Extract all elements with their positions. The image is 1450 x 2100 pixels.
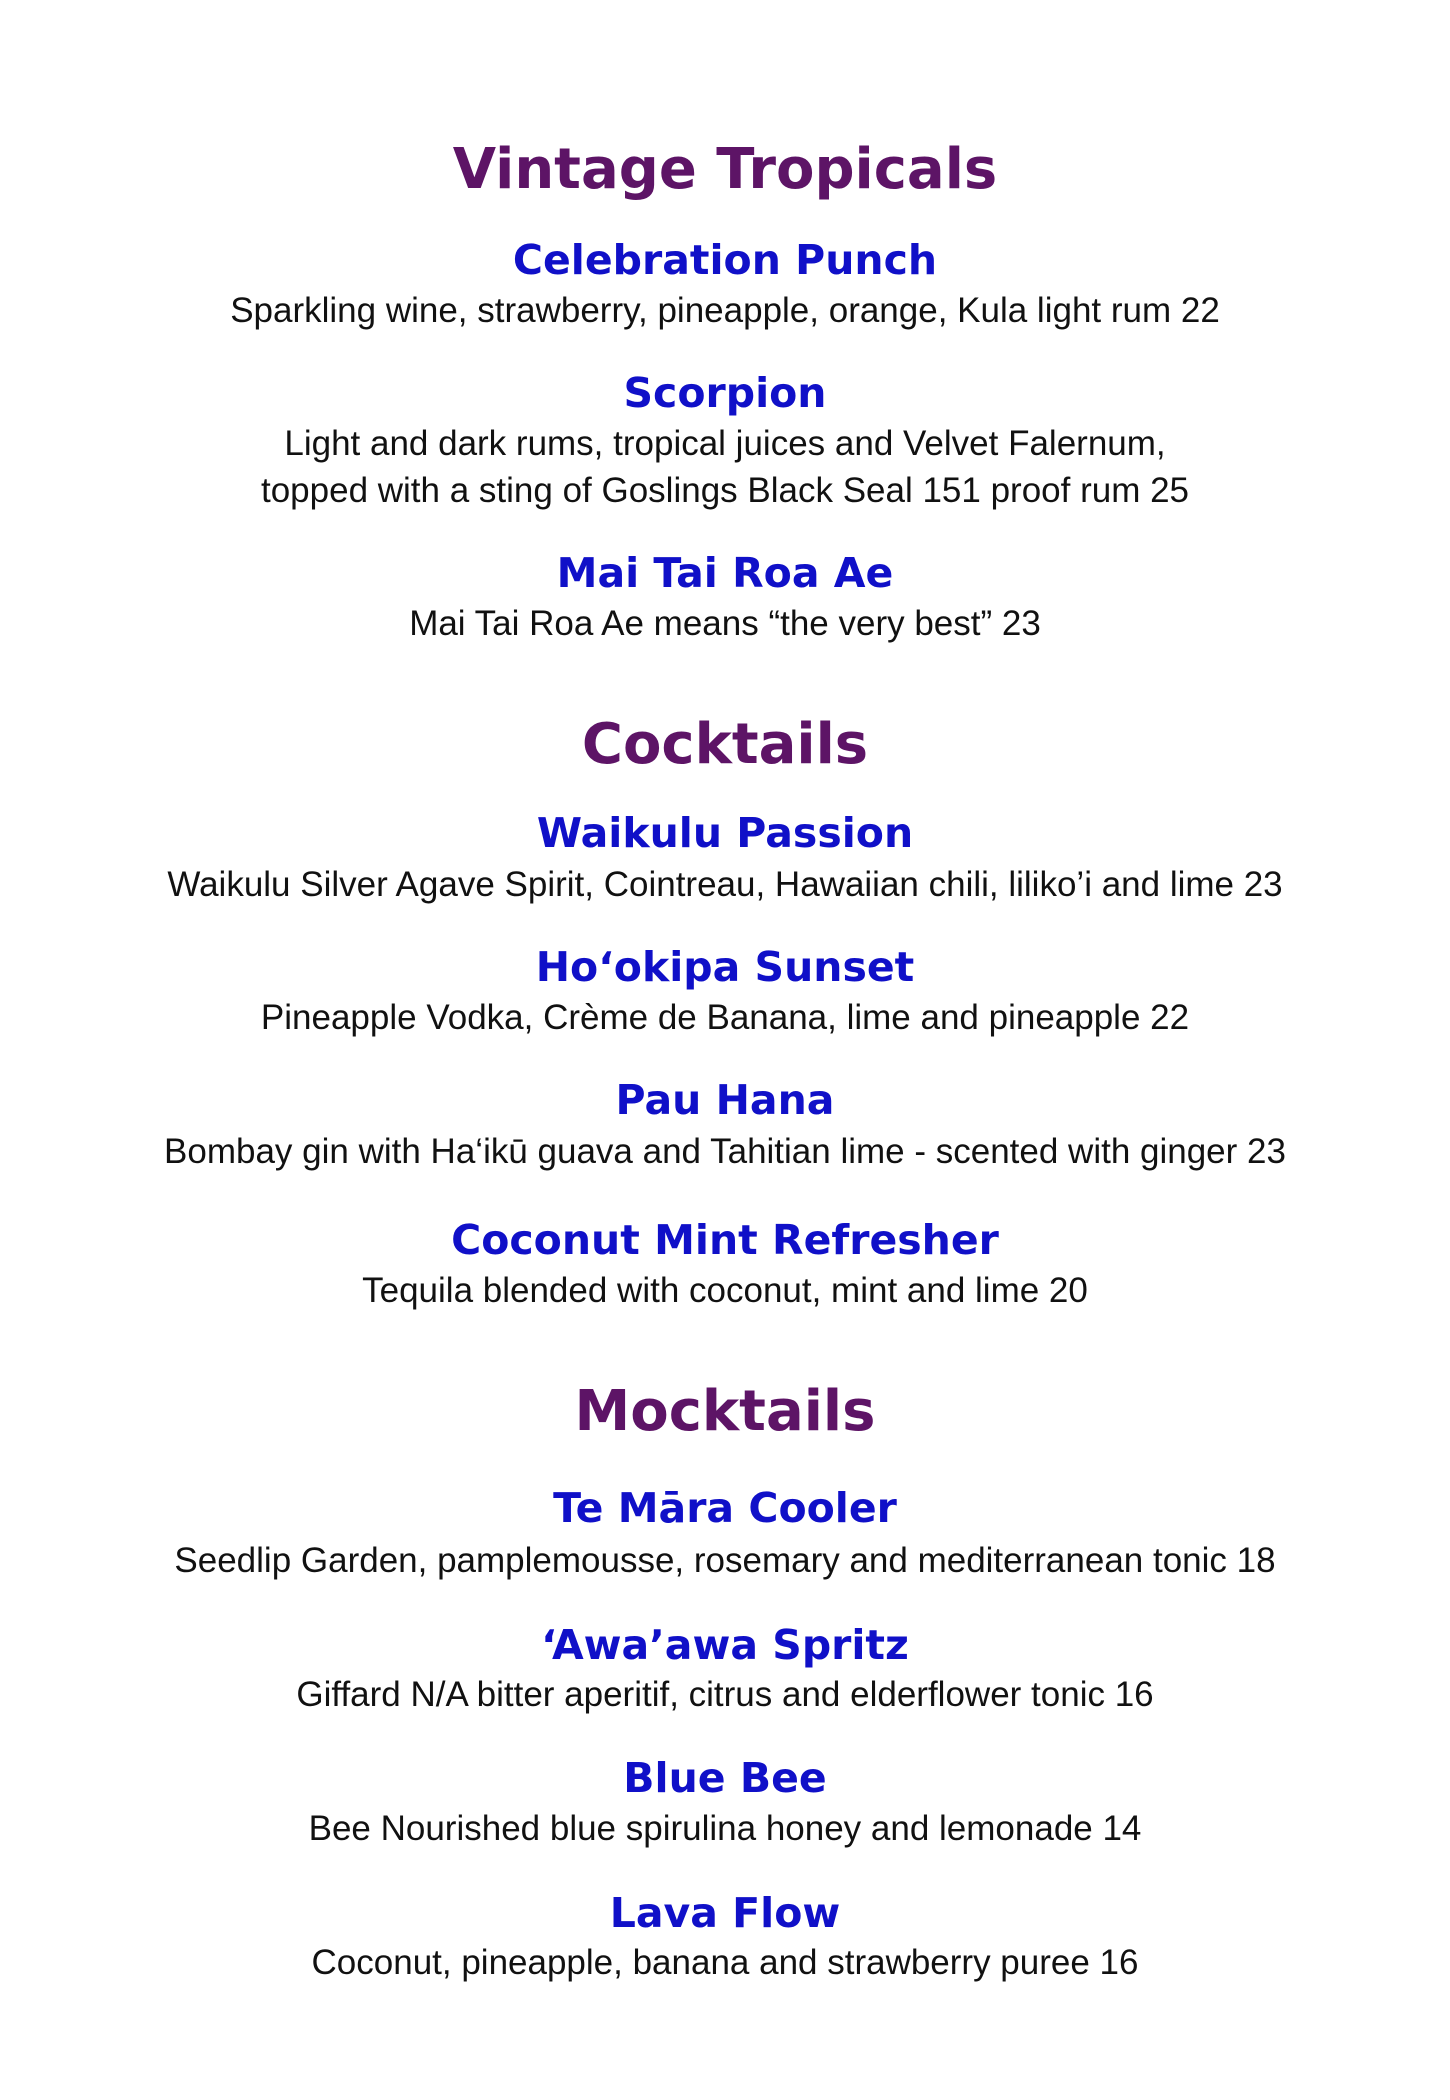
item-description: Light and dark rums, tropical juices and Velvet Falernum, xyxy=(284,424,1166,463)
item-description: Bombay gin with Ha‘ikū guava and Tahitian lime - scented with ginger 23 xyxy=(164,1132,1286,1171)
item-name-celebration-punch: Celebration Punch xyxy=(512,236,938,284)
item-description: Waikulu Silver Agave Spirit, Cointreau, Hawaiian chili, liliko’i and lime 23 xyxy=(167,865,1283,904)
item-description: Giffard N/A bitter aperitif, citrus and elderflower tonic 16 xyxy=(296,1675,1154,1714)
item-name-waikulu-passion: Waikulu Passion xyxy=(536,809,914,857)
item-name-mai-tai-roa-ae: Mai Tai Roa Ae xyxy=(556,549,894,597)
item-name-blue-bee: Blue Bee xyxy=(623,1754,827,1802)
item-name-hookipa-sunset: Ho‘okipa Sunset xyxy=(535,943,915,991)
item-description: Mai Tai Roa Ae means “the very best” 23 xyxy=(409,604,1041,643)
item-name-coconut-mint-refresher: Coconut Mint Refresher xyxy=(451,1216,999,1264)
item-description: Seedlip Garden, pamplemousse, rosemary and mediterranean tonic 18 xyxy=(174,1541,1276,1580)
item-description: Tequila blended with coconut, mint and lime 20 xyxy=(362,1271,1088,1310)
item-description: Sparkling wine, strawberry, pineapple, orange, Kula light rum 22 xyxy=(230,291,1220,330)
section-title-mocktails: Mocktails xyxy=(574,1379,876,1444)
item-description: Bee Nourished blue spirulina honey and lemonade 14 xyxy=(308,1809,1142,1848)
item-description: topped with a sting of Goslings Black Seal 151 proof rum 25 xyxy=(260,471,1190,510)
item-name-scorpion: Scorpion xyxy=(623,369,827,417)
item-description: Coconut, pineapple, banana and strawberry puree 16 xyxy=(311,1943,1139,1982)
section-title-vintage-tropicals: Vintage Tropicals xyxy=(452,137,998,202)
item-name-te-mara-cooler: Te Māra Cooler xyxy=(553,1484,897,1532)
section-title-cocktails: Cocktails xyxy=(581,712,869,777)
item-name-awaawa-spritz: ‘Awa’awa Spritz xyxy=(541,1621,909,1669)
item-description: Pineapple Vodka, Crème de Banana, lime and pineapple 22 xyxy=(260,998,1190,1037)
item-name-pau-hana: Pau Hana xyxy=(615,1076,835,1124)
item-name-lava-flow: Lava Flow xyxy=(609,1889,841,1937)
